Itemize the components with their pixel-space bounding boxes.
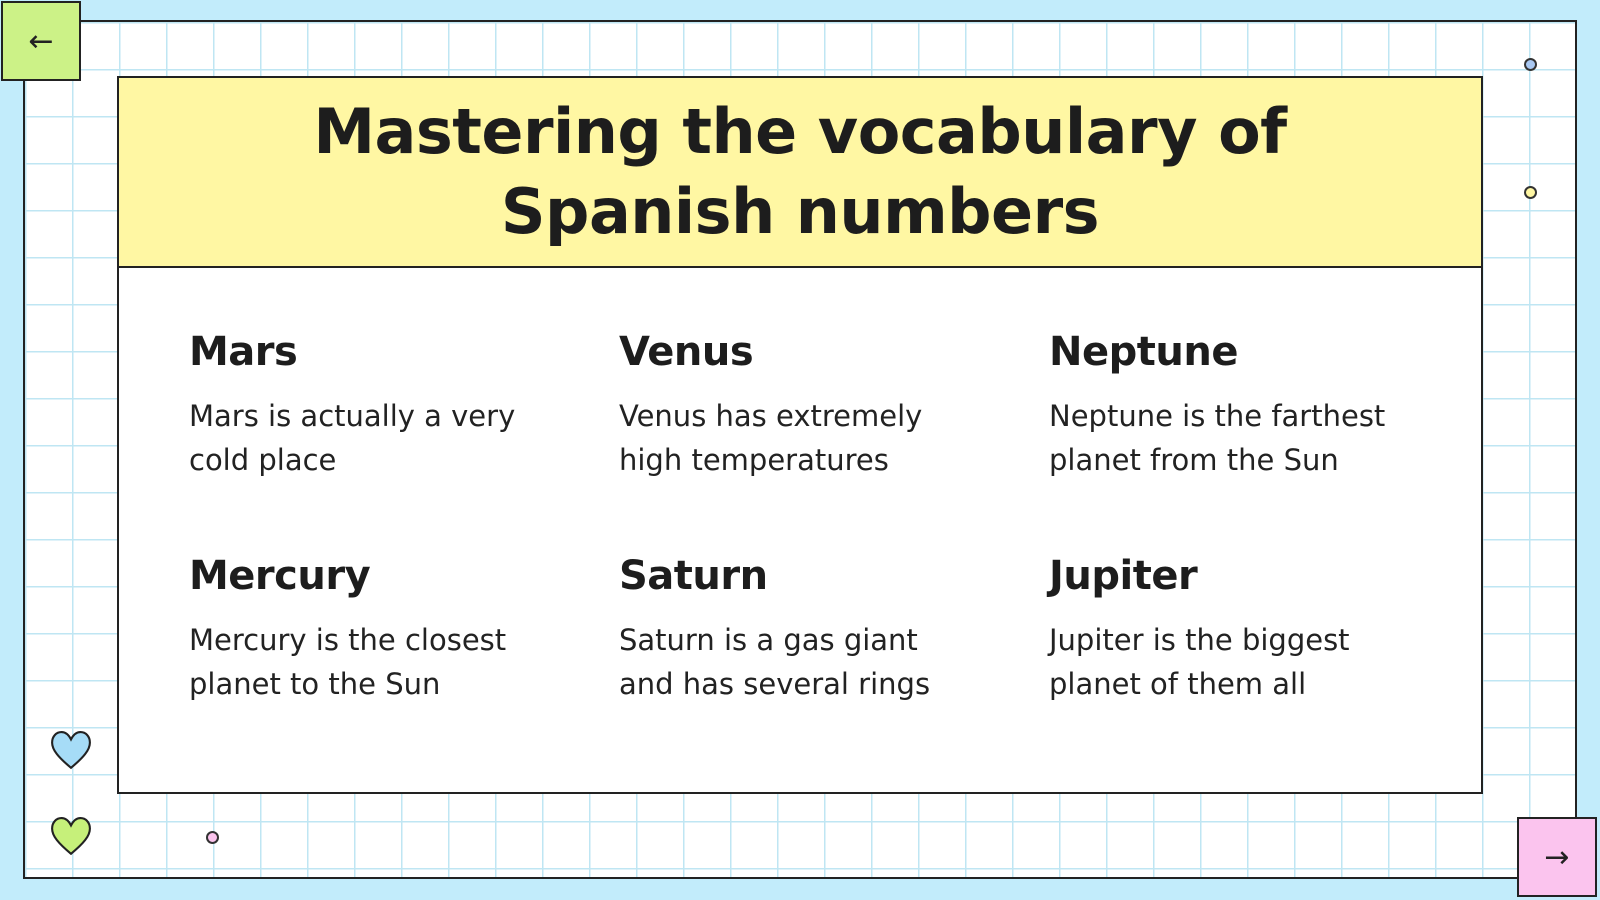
item-description: Venus has extremely high temperatures [619,399,923,477]
grid-item-saturn [619,552,1049,706]
planet-grid [189,328,1449,706]
item-heading: Neptune [1049,329,1238,375]
item-heading: Mars [189,329,298,375]
grid-item-jupiter [1049,552,1449,706]
slide-title: Mastering the vocabulary of Spanish numbers [313,95,1287,248]
grid-item-neptune [1049,328,1449,482]
item-description: Mars is actually a very cold place [189,399,516,477]
arrow-right-icon: → [1544,839,1570,875]
item-description: Saturn is a gas giant and has several rings [619,623,931,701]
item-heading: Jupiter [1049,553,1198,599]
item-description: Neptune is the farthest planet from the Sun [1049,399,1386,477]
item-heading: Mercury [189,553,371,599]
dot-yellow [1524,186,1537,199]
previous-slide-button[interactable] [1,1,81,81]
next-slide-button[interactable] [1517,817,1597,897]
item-heading: Saturn [619,553,768,599]
heart-icon-green [50,816,92,858]
grid-item-venus [619,328,1049,482]
item-description: Mercury is the closest planet to the Sun [189,623,507,701]
item-heading: Venus [619,329,754,375]
content-card [117,76,1483,794]
title-banner [119,78,1481,268]
heart-icon-blue [50,730,92,772]
item-description: Jupiter is the biggest planet of them all [1049,623,1350,701]
arrow-left-icon: ← [28,23,54,59]
grid-item-mercury [189,552,619,706]
dot-pink [206,831,219,844]
dot-blue [1524,58,1537,71]
grid-item-mars [189,328,619,482]
